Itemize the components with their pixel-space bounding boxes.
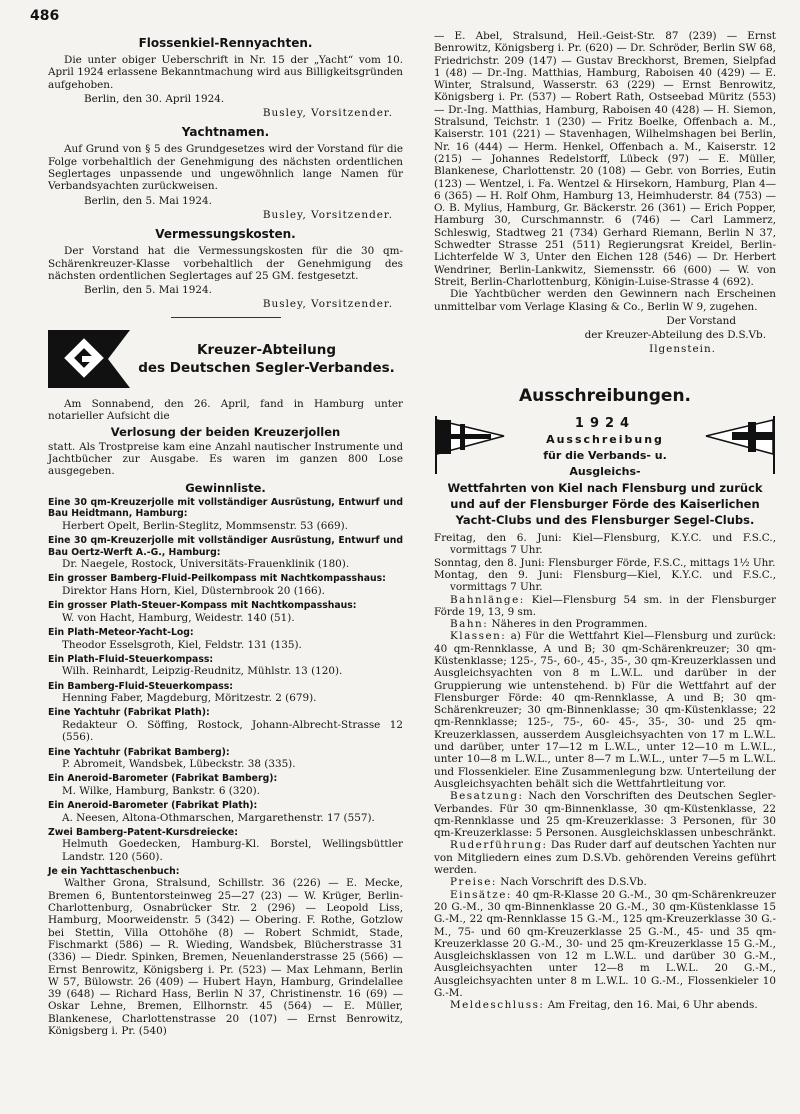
condition-label: Besatzung: [450,790,524,803]
prize-winner: Redakteur O. Söffing, Rostock, Johann-Albrecht-Strasse 12 (556). [62,718,403,744]
section-text: Die unter obiger Ueberschrift in Nr. 15 der „Yacht“ vom 10. April 1924 erlassene Bekanntmachung wird aus Billigkeitsgründen aufgehoben. [48,54,403,91]
kreuzer-title [130,341,403,377]
condition-text: Näheres in den Programmen. [488,618,648,631]
condition-paragraph [434,999,776,1011]
ausschreibung-header [434,416,776,480]
vorstand-line: Der Vorstand [666,314,736,327]
condition-text: Nach Vorschrift des D.S.Vb. [496,876,647,889]
left-column [48,30,403,1037]
condition-label: Ruderführung: [450,839,548,852]
kyc-flag-icon [434,416,506,474]
prize-winner: W. von Hacht, Hamburg, Weidestr. 140 (51). [62,611,295,624]
section-text: Auf Grund von § 5 des Grundgesetzes wird der Vorstand für die Folge vorbehaltlich der Genehmigung des nächsten ordentlichen Seglertages unpassende und ungewöhnlich lange Namen für Verbandsyachten zurückweisen. [48,143,403,193]
gewinnliste-heading: Gewinnliste. [185,480,266,495]
prize-winner: Direktor Hans Horn, Kiel, Düsternbrook 20 (166). [62,584,325,597]
signature: Busley, Vorsitzender. [262,298,393,311]
prize-title: Zwei Bamberg-Patent-Kursdreiecke: [48,826,238,838]
prize-winner: Dr. Naegele, Rostock, Universitäts-Frauenklinik (180). [62,558,350,571]
section-date: Berlin, den 5. Mai 1924. [84,194,212,207]
prize-title: Ein grosser Plath-Steuer-Kompass mit Nachtkompasshaus: [48,600,357,612]
condition-label: Meldeschluss: [450,999,545,1012]
prize-title: Eine 30 qm-Kreuzerjolle mit vollständiger Ausrüstung, Entwurf und Bau Oertz-Werft A.-G., Hamburg: [48,535,403,558]
kreuzer-flag-icon [48,326,130,392]
yachtbuecher-note: Die Yachtbücher werden den Gewinnern nach Erscheinen unmittelbar vom Verlage Klasing & Co., Berlin W 9, zugehen. [434,288,776,313]
kreuzer-intro: Am Sonnabend, den 26. April, fand in Hamburg unter notarieller Aufsicht die [48,397,403,423]
schedule-item: Sonntag, den 8. Juni: Flensburger Förde, F.S.C., mittags 1½ Uhr. [434,556,776,569]
condition-paragraph [434,790,776,839]
right-column [434,30,776,1012]
prize-winner: A. Neesen, Altona-Othmarschen, Margarethenstr. 17 (557). [62,811,375,824]
condition-paragraph [434,889,776,1000]
condition-label: Bahnlänge: [450,593,525,606]
signature: Busley, Vorsitzender. [262,107,393,120]
prize-title: Eine Yachtuhr (Fabrikat Bamberg): [48,746,230,758]
section-title: Yachtnamen. [181,125,270,140]
condition-label: Preise: [450,876,497,889]
kreuzer-title-line2: des Deutschen Segler-Verbandes. [138,359,395,376]
prize-winner: Theodor Esselsgroth, Kiel, Feldstr. 131 (135). [62,638,302,651]
condition-text: 40 qm-R-Klasse 20 G.-M., 30 qm-Schärenkreuzer 20 G.-M., 30 qm-Binnenklasse 20 G.-M., 30 qm-Küstenklasse 15 G.-M., 22 qm-Rennklasse 15 G.-M., 125 qm-Kreuzerklasse 30 G.-M., 75- und 60 qm-Kreuzerklasse 25 G.-M., 45- und 35 qm-Kreuzerklasse 20 G.-M., 30- und 25 qm-Kreuzerklasse 15 G.-M., Ausgleichsklassen von 12 m L.W.L. und darüber 30 G.-M., Ausgleichsyachten unter 12—8 m L.W.L. 20 G.-M., Ausgleichsyachten unter 8 m L.W.L. 10 G.-M., Flossenkieler 10 G.-M. [434,888,776,999]
section-text: Der Vorstand hat die Vermessungskosten für die 30 qm-Schärenkreuzer-Klasse vorbehaltlich der Genehmigung des nächsten ordentlichen Seglertages auf 25 GM. festgesetzt. [48,245,403,282]
schedule [434,532,776,593]
ausschreibung-word: Ausschreibung [546,433,664,447]
condition-paragraph [434,594,776,619]
condition-text: Am Freitag, den 16. Mai, 6 Uhr abends. [544,999,758,1012]
schedule-item: Montag, den 9. Juni: Flensburg—Kiel, K.Y.C. und F.S.C., vormittags 7 Uhr. [434,568,776,594]
prize-list [48,497,403,863]
ausschreibung-heading [506,416,704,480]
prize-title: Ein Aneroid-Barometer (Fabrikat Bamberg): [48,773,278,785]
condition-text: Das Ruder darf auf deutschen Yachten nur von Mitgliedern eines zum D.S.Vb. gehörenden Vereins geführt werden. [434,839,776,877]
taschenbuch-winners: Walther Grona, Stralsund, Schillstr. 36 (226) — E. Mecke, Bremen 6, Buntentorsteinweg 25—27 (23) — W. Krüger, Berlin-Charlottenburg, Osnabrücker Str. 2 (296) — Leopold Liss, Hamburg, Moorweidenstr. 5 (342) — Obering. F. Rothe, Gotzlow bei Stettin, Villa Ottohöhe (8) — Robert Schmidt, Stade, Fischmarkt (586) — R. Wieding, Wandsbek, Blücherstrasse 31 (336) — Diedr. Spinken, Bremen, Neuenlanderstrasse 25 (566) — Ernst Benrowitz, Königsberg i. Pr. (523) — Max Lehmann, Berlin W 57, Bülowstr. 26 (409) — Hubert Hayn, Hamburg, Grindelallee 39 (648) — Richard Hass, Berlin N 37, Christinenstr. 16 (69) — Oskar Lehne, Bremen, Ellhornstr. 45 (564) — E. Müller, Blankenese, Charlottenstrasse 20 (107) — Ernst Benrowitz, Königsberg i. Pr. (540) [48,877,403,1038]
prize-title: Ein Plath-Meteor-Yacht-Log: [48,627,194,639]
condition-text: a) Für die Wettfahrt Kiel—Flensburg und zurück: 40 qm-Rennklasse, A und B; 30 qm-Schärenkreuzer; 30 qm-Küstenklasse; 125-, 75-, 60-, 45-, 35-, 30 qm-Kreuzerklassen und Ausgleichsyachten von 8 m L.W.L. und darüber in der Gruppierung wie untenstehend. b) Für die Wettfahrt auf der Flensburger Förde: 40 qm-Rennklasse, A und B; 30 qm-Schärenkreuzer; 30 qm-Binnenklasse; 30 qm-Küstenklasse; 22 qm-Rennklasse; 125-, 75-, 60- 45-, 35-, 30- und 25 qm-Kreuzerklassen, ausserdem Ausgleichsyachten von 17 m L.W.L. und darüber, unter 17—12 m L.W.L., unter 12—10 m L.W.L., unter 10—8 m L.W.L., unter 8—7 m L.W.L., unter 7—5 m L.W.L. und Flossenkieler. Eine Zusammenlegung bzw. Unterteilung der Ausgleichsyachten behält sich die Wettfahrtleitung vor. [434,630,776,790]
page-number: 486 [30,8,60,24]
prize-winner: Helmuth Goedecken, Hamburg-Kl. Borstel, Wellingsbüttler Landstr. 120 (560). [62,838,403,863]
prize-title: Eine 30 qm-Kreuzerjolle mit vollständiger Ausrüstung, Entwurf und Bau Heidtmann, Hamburg: [48,496,403,520]
fsc-flag-icon [704,416,776,474]
signature: Busley, Vorsitzender. [262,208,393,221]
prize-winner: Henning Faber, Magdeburg, Möritzestr. 2 (679). [62,692,317,705]
kreuzer-text: statt. Als Trostpreise kam eine Anzahl nautischer Instrumente und Jachtbücher zur Ausgabe. Es waren im ganzen 800 Lose ausgegeben. [48,440,403,478]
condition-paragraph [434,839,776,876]
regatta-title: Wettfahrten von Kiel nach Flensburg und zurück und auf der Flensburger Förde des Kaiserlichen Yacht-Clubs und des Flensburger Segel-Clubs. [447,481,763,528]
prize-title: Eine Yachtuhr (Fabrikat Plath): [48,707,210,719]
section-title: Vermessungskosten. [155,227,296,242]
condition-label: Einsätze: [450,888,512,901]
vorstand-signature: Ilgenstein. [649,343,716,356]
prize-title: Ein grosser Bamberg-Fluid-Peilkompass mit Nachtkompasshaus: [48,573,386,585]
condition-paragraph [434,618,776,630]
verlosung-heading: Verlosung der beiden Kreuzerjollen [110,425,341,440]
year: 1924 [574,416,636,432]
prize-winner: Wilh. Reinhardt, Leipzig-Reudnitz, Mühlstr. 13 (120). [62,665,343,678]
condition-text: Kiel—Flensburg 54 sm. in der Flensburger Förde 19, 13, 9 sm. [434,593,776,618]
kreuzer-title-line1: Kreuzer-Abteilung [196,341,337,358]
condition-text: Nach den Vorschriften des Deutschen Segler-Verbandes. Für 30 qm-Binnenklasse, 30 qm-Küstenklasse, 22 qm-Rennklasse und 25 qm-Kreuzerklasse: 3 Personen, für 30 qm-Kreuzerklasse: 5 Personen. Ausgleichsklassen unbeschränkt. [434,790,776,840]
conditions [434,594,776,1012]
prize-title: Ein Plath-Fluid-Steuerkompass: [48,653,214,665]
prize-title: Ein Aneroid-Barometer (Fabrikat Plath): [48,800,258,812]
condition-label: Bahn: [450,618,489,631]
vorstand-line: der Kreuzer-Abteilung des D.S.Vb. [584,329,766,342]
prize-winner: P. Abromeit, Wandsbek, Lübeckstr. 38 (335). [62,758,296,770]
section-title: Flossenkiel-Rennyachten. [138,36,313,50]
taschenbuch-title: Je ein Yachttaschenbuch: [48,865,180,877]
condition-label: Klassen: [450,630,507,643]
ausschreibung-line: für die Verbands- u. Ausgleichs- [543,449,667,479]
section-date: Berlin, den 5. Mai 1924. [84,284,212,297]
condition-paragraph [434,876,776,888]
prize-winner: Herbert Opelt, Berlin-Steglitz, Mommsenstr. 53 (669). [62,519,348,532]
prize-title: Ein Bamberg-Fluid-Steuerkompass: [48,680,234,692]
schedule-item: Freitag, den 6. Juni: Kiel—Flensburg, K.Y.C. und F.S.C., vormittags 7 Uhr. [434,532,776,557]
winners-continuation: — E. Abel, Stralsund, Heil.-Geist-Str. 87 (239) — Ernst Benrowitz, Königsberg i. Pr. (620) — Dr. Schröder, Berlin SW 68, Friedrichstr. 209 (147) — Gustav Breckhorst, Bremen, Sielpfad 1 (48) — Dr.-Ing. Matthias, Hamburg, Raboisen 40 (429) — E. Winter, Stralsund, Wasserstr. 63 (229) — Ernst Benrowitz, Königsberg i. Pr. (537) — Robert Rath, Ostseebad Müritz (553) — Dr.-Ing. Matthias, Hamburg, Raboisen 40 (428) — H. Siemon, Stralsund, Teichstr. 1 (230) — Fritz Boelke, Offenbach a. M., Kaiserstr. 101 (221) — Stavenhagen, Wilhelmshagen bei Berlin, Nr. 16 (444) — Herm. Henkel, Offenbach a. M., Kaiserstr. 12 (215) — Johannes Redelstorff, Lübeck (97) — E. Müller, Blankenese, Charlottenstr. 20 (108) — Gebr. von Borries, Eutin (123) — Wentzel, i. Fa. Wentzel & Hirsekorn, Hamburg, Plan 4—6 (365) — H. Rolf Ohm, Hamburg 13, Heimhuderstr. 84 (753) — O. B. Mylius, Hamburg, Gr. Bäckerstr. 26 (361) — Erich Popper, Hamburg 30, Curschmannstr. 6 (746) — Carl Lammerz, Schleswig, Stadtweg 21 (734) Gerhard Riemann, Berlin N 37, Schwedter Strasse 251 (511) Regierungsrat Kreidel, Berlin-Lichterfelde W 3, Unter den Eichen 128 (546) — Dr. Herbert Wendriner, Berlin-Lankwitz, Siemensstr. 66 (600) — W. von Streit, Berlin-Charlottenburg, Königin-Luise-Strasse 4 (692). [434,30,776,288]
ausschreibungen-heading: Ausschreibungen. [518,385,692,406]
section-date: Berlin, den 30. April 1924. [84,92,225,105]
prize-winner: M. Wilke, Hamburg, Bankstr. 6 (320). [62,784,261,797]
kreuzer-header [48,326,403,392]
divider [171,317,281,318]
condition-paragraph [434,630,776,790]
